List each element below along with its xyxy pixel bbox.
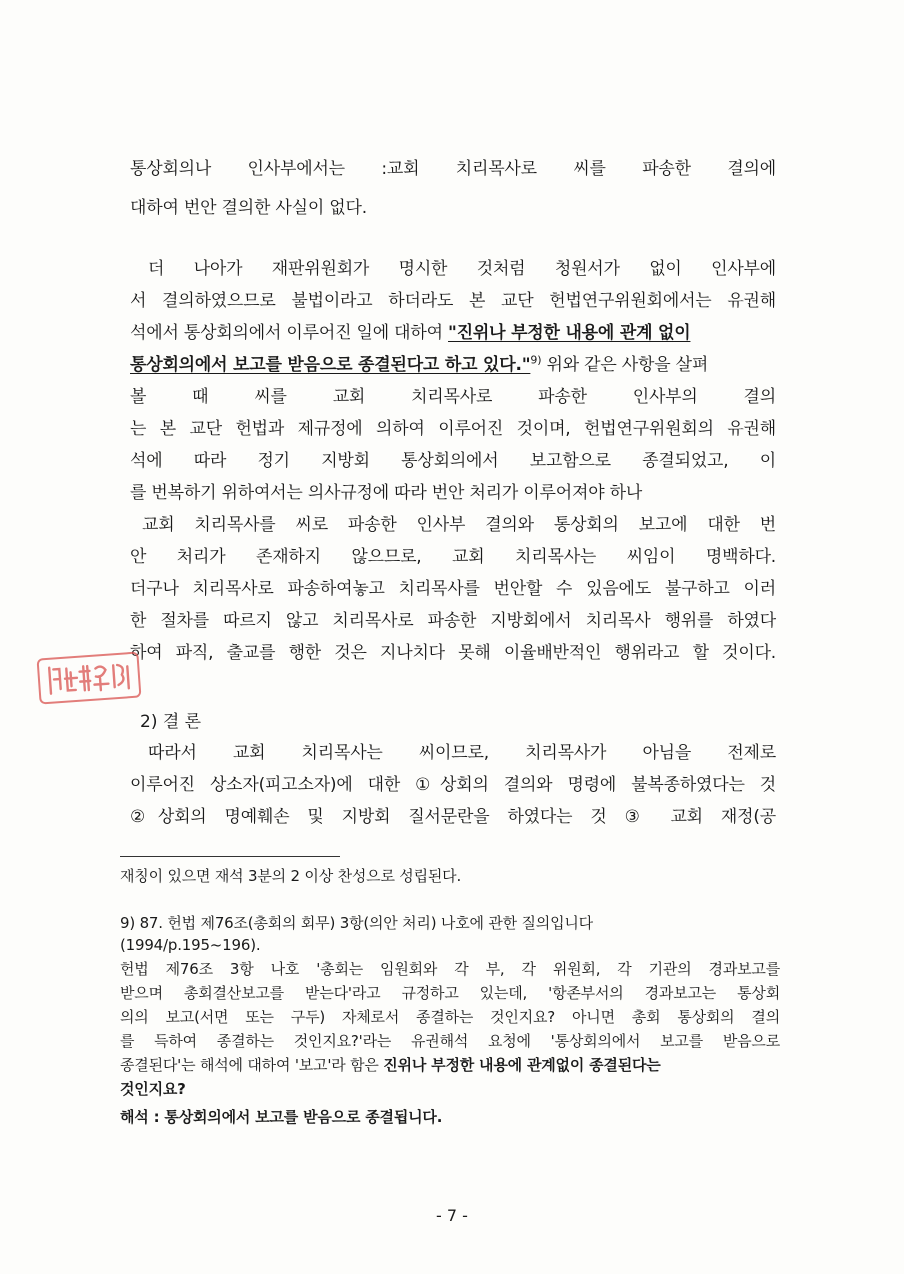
body-line: 를 번복하기 위하여서는 의사규정에 따라 번안 처리가 이루어져야 하나 (130, 483, 643, 503)
page-number: - 7 - (436, 1206, 468, 1225)
body-text: 위와 같은 사항을 살펴 (541, 355, 709, 375)
footnote-line: 헌법 제76조 3항 나호 '총회는 임원회와 각 부, 각 위원회, 각 기관의 경과보고를 (120, 960, 780, 978)
footnote-text: 종결된다'는 해석에 대하여 '보고'라 함은 (120, 1056, 384, 1074)
footnote-line: (1994/p.195~196). (120, 936, 261, 954)
footnote-emphasis: 것인지요? (120, 1080, 186, 1098)
body-line: 더구나 치리목사로 파송하여놓고 치리목사를 번안할 수 있음에도 불구하고 이러 (130, 579, 776, 599)
footnote-emphasis: 진위나 부정한 내용에 관계없이 종결된다는 (383, 1056, 661, 1074)
quoted-emphasis: 통상회의에서 보고를 받음으로 종결된다고 하고 있다." (130, 355, 531, 375)
footnote-divider (120, 856, 340, 857)
footnote-line: 를 득하여 종결하는 것인지요?'라는 유권해석 요청에 '통상회의에서 보고를 받음으로 (120, 1032, 780, 1050)
body-line: 안 처리가 존재하지 않으므로, 교회 치리목사는 씨임이 명백하다. (130, 547, 776, 567)
body-line: 는 본 교단 헌법과 제규정에 의하여 이루어진 것이며, 헌법연구위원회의 유권해 (130, 419, 776, 439)
body-line: 통상회의나 인사부에서는 :교회 치리목사로 씨를 파송한 결의에 (130, 159, 776, 179)
body-line: 따라서 교회 치리목사는 씨이므로, 치리목사가 아님을 전제로 (148, 743, 776, 763)
body-line (130, 322, 776, 344)
body-line (130, 354, 776, 376)
body-line: 볼 때 씨를 교회 치리목사로 파송한 인사부의 결의 (130, 387, 776, 407)
body-line: 석에 따라 정기 지방회 통상회의에서 보고함으로 종결되었고, 이 (130, 451, 776, 471)
body-line: ②상회의 명예훼손 및 지방회 질서문란을 하였다는 것 ③ 교회 재정(공 (130, 807, 776, 827)
footnote-line (120, 1055, 780, 1075)
footnote-ref: 9) (530, 353, 542, 367)
seal-mark (39, 654, 140, 703)
body-line: 이루어진 상소자(피고소자)에 대한 ①상회의 결의와 명령에 불복종하였다는 것 (130, 775, 776, 795)
quoted-emphasis: "진위나 부정한 내용에 관계 없이 (448, 323, 691, 343)
body-line: 더 나아가 재판위원회가 명시한 것처럼 청원서가 없이 인사부에 (148, 259, 776, 279)
footnote-line: 받으며 총회결산보고를 받는다'라고 규정하고 있는데, '항존부서의 경과보고는 통상회 (120, 984, 780, 1002)
footnote-line: 9) 87. 헌법 제76조(총회의 회무) 3항(의안 처리) 나호에 관한 질의입니다 (120, 914, 593, 932)
section-heading: 2) 결 론 (140, 712, 202, 732)
body-line: 서 결의하였으므로 불법이라고 하더라도 본 교단 헌법연구위원회에서는 유권해 (130, 291, 776, 311)
body-text: 석에서 통상회의에서 이루어진 일에 대하여 (130, 323, 443, 343)
footnote-line: 재칭이 있으면 재석 3분의 2 이상 찬성으로 성립된다. (120, 867, 462, 885)
footnote-answer: 해석 : 통상회의에서 보고를 받음으로 종결됩니다. (120, 1108, 443, 1126)
footnote-line (120, 1079, 780, 1099)
body-line: 하여 파직, 출교를 행한 것은 지나치다 못해 이율배반적인 행위라고 할 것이다. (130, 643, 776, 663)
body-line: 한 절차를 따르지 않고 치리목사로 파송한 지방회에서 치리목사 행위를 하였다 (130, 611, 776, 631)
body-line: 교회 치리목사를 씨로 파송한 인사부 결의와 통상회의 보고에 대한 번 (142, 515, 776, 535)
red-seal-stamp (37, 651, 142, 704)
footnote-line: 의의 보고(서면 또는 구두) 자체로서 종결하는 것인지요? 아니면 총회 통상회의 결의 (120, 1008, 780, 1026)
body-line: 대하여 번안 결의한 사실이 없다. (130, 198, 367, 218)
